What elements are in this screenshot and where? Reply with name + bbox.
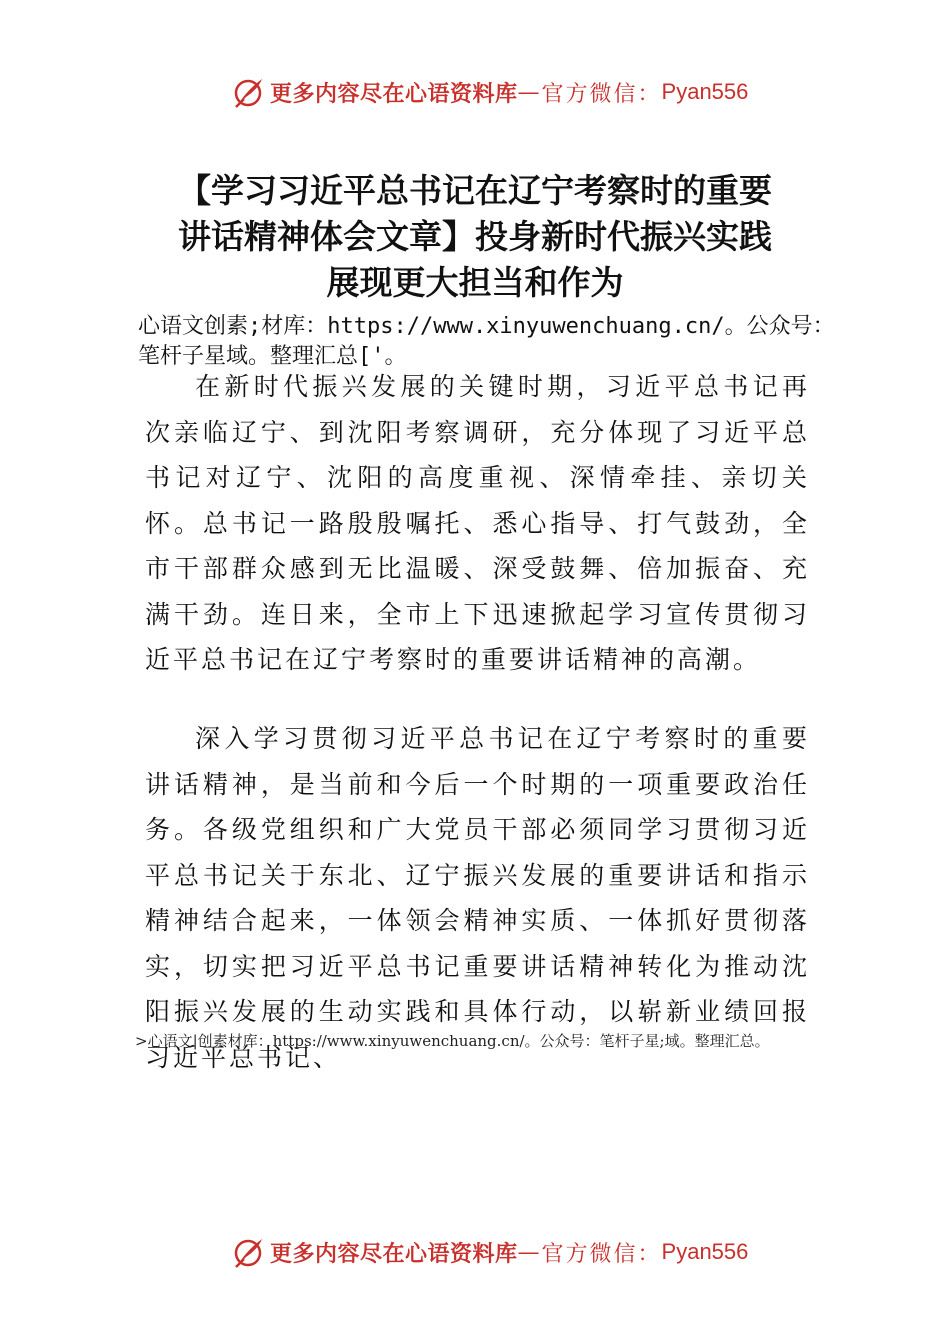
body-paragraph-2: 深入学习贯彻习近平总书记在辽宁考察时的重要讲话精神，是当前和今后一个时期的一项重要政治任务。各级党组织和广大党员干部必须同学习贯彻习近平总书记关于东北、辽宁振兴发展的重要讲话和指示精神结合起来，一体领会精神实质、一体抓好贯彻落实，切实把习近平总书记重要讲话精神转化为推动沈阳振兴发展的生动实践和具体行动，以崭新业绩回报习近平总书记、 [145, 724, 810, 1072]
title-line: 讲话精神体会文章】投身新时代振兴实践 [178, 217, 772, 256]
banner-separator: — [517, 1239, 540, 1265]
banner-label: 官方微信： [541, 1241, 662, 1267]
header-banner [0, 72, 950, 112]
banner-brand: 更多内容尽在心语资料库 [270, 1240, 518, 1267]
banner-separator: — [517, 79, 540, 105]
feather-logo-icon [232, 1235, 266, 1269]
banner-brand: 更多内容尽在心语资料库 [270, 80, 518, 107]
source-meta: 心语文创素;材库：https://www.xinyuwenchuang.cn/。公众号：笔杆子星域。整理汇总['。 [138, 314, 835, 369]
banner-wechat-id: Pyan556 [661, 79, 749, 104]
footer-note: >心语文|创素材库：https://www.xinyuwenchuang.cn/。公众号：笔杆子星;域。整理汇总。 [135, 1032, 770, 1050]
document-title [120, 168, 830, 306]
feather-logo-icon [232, 75, 266, 109]
title-line: 展现更大担当和作为 [326, 263, 624, 302]
banner-label: 官方微信： [541, 81, 662, 107]
banner-wechat-id: Pyan556 [661, 1239, 749, 1264]
footer-banner [0, 1232, 950, 1272]
body-paragraph-1: 在新时代振兴发展的关键时期，习近平总书记再次亲临辽宁、到沈阳考察调研，充分体现了习近平总书记对辽宁、沈阳的高度重视、深情牵挂、亲切关怀。总书记一路殷殷嘱托、悉心指导、打气鼓劲，全市干部群众感到无比温暖、深受鼓舞、倍加振奋、充满干劲。连日来，全市上下迅速掀起学习宣传贯彻习近平总书记在辽宁考察时的重要讲话精神的高潮。 [145, 372, 810, 674]
title-line: 【学习习近平总书记在辽宁考察时的重要 [178, 171, 772, 210]
